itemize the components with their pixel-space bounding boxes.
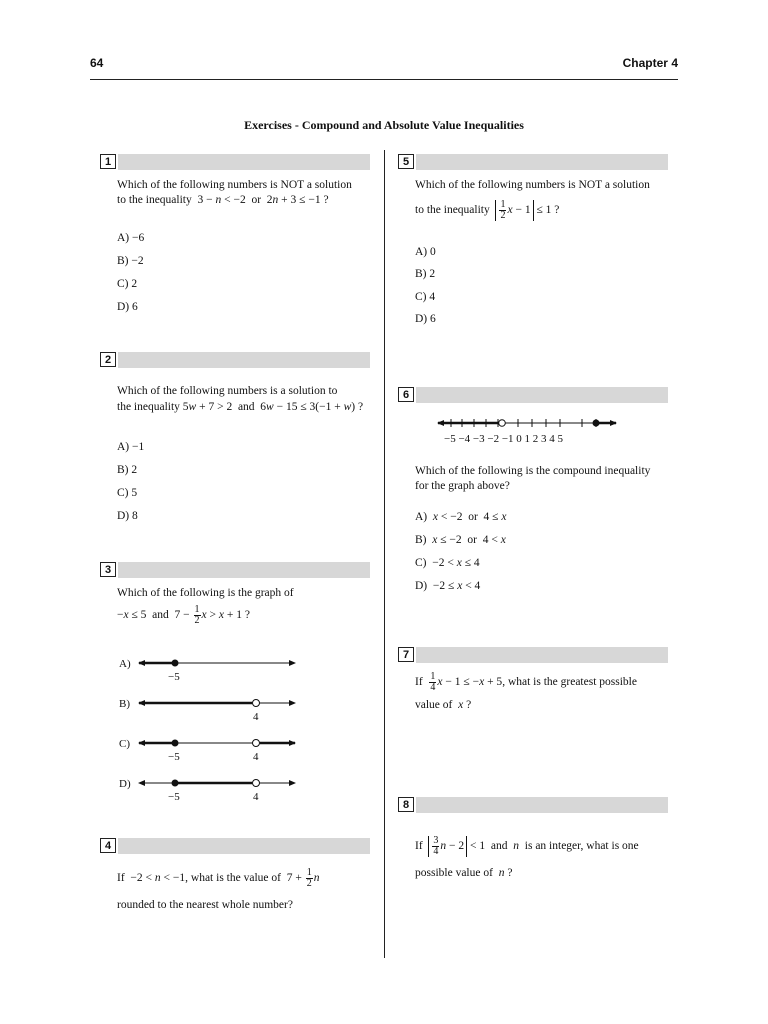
- q5-choice-b[interactable]: B) 2: [415, 268, 436, 280]
- graph-c-label[interactable]: C): [119, 738, 130, 750]
- page-number: 64: [90, 56, 104, 70]
- q6-number-line: [436, 412, 626, 448]
- q5-choice-c[interactable]: C) 4: [415, 291, 436, 303]
- graph-d-label[interactable]: D): [119, 778, 131, 790]
- graph-b-label[interactable]: B): [119, 698, 130, 710]
- q2-choice-b[interactable]: B) 2: [117, 464, 138, 476]
- q4-text-line1: If −2 < n < −1, what is the value of 7 + $\frac{1}{2}$ n: [117, 867, 320, 889]
- q6-choice-a[interactable]: A) x < −2 or 4 ≤ x: [415, 511, 507, 523]
- question-3-bar: [100, 562, 370, 578]
- page-title: Exercises - Compound and Absolute Value Inequalities: [244, 118, 524, 132]
- q3-graphs: [115, 652, 305, 812]
- tick-label: 4: [253, 751, 259, 763]
- question-number: 1: [100, 154, 116, 169]
- question-6-bar: [398, 387, 668, 403]
- tick-label: −5: [168, 791, 180, 803]
- open-point: [253, 740, 260, 747]
- question-7-bar: [398, 647, 668, 663]
- q6-text-line1: Which of the following is the compound inequality: [415, 465, 651, 477]
- question-5-bar: [398, 154, 668, 170]
- q2-choice-c[interactable]: C) 5: [117, 487, 138, 499]
- q2-choice-a[interactable]: A) −1: [117, 441, 145, 453]
- q1-text-line1: Which of the following numbers is NOT a solution: [117, 179, 352, 191]
- q7-text-line1: If $\frac{1}{4}$ x − 1 ≤ −x + 5, what is the greatest possible: [415, 671, 637, 693]
- tick-label: −5: [168, 671, 180, 683]
- question-8-bar: [398, 797, 668, 813]
- q5-choice-d[interactable]: D) 6: [415, 313, 436, 325]
- q6-choice-b[interactable]: B) x ≤ −2 or 4 < x: [415, 534, 506, 546]
- q5-text-line1: Which of the following numbers is NOT a solution: [415, 179, 650, 191]
- open-point: [253, 700, 260, 707]
- question-4-bar: [100, 838, 370, 854]
- open-point: [253, 780, 260, 787]
- closed-point: [172, 780, 179, 787]
- q4-text-line2: rounded to the nearest whole number?: [117, 899, 293, 911]
- question-number: 8: [398, 797, 414, 812]
- question-number: 6: [398, 387, 414, 402]
- q7-text-line2: value of x ?: [415, 699, 472, 711]
- q5-text-line2: to the inequality $\frac{1}{2}$ x − 1 ≤ 1 ?: [415, 199, 560, 221]
- closed-point: [172, 740, 179, 747]
- chapter-label: Chapter 4: [622, 56, 678, 70]
- q2-choice-d[interactable]: D) 8: [117, 510, 138, 522]
- q5-choice-a[interactable]: A) 0: [415, 246, 436, 258]
- q1-choice-d[interactable]: D) 6: [117, 301, 138, 313]
- question-number: 7: [398, 647, 414, 662]
- q8-text-line1: If $\frac{3}{4}$ n − 2 < 1 and n is an integer, what is one: [415, 835, 639, 857]
- closed-point: [593, 420, 600, 427]
- question-number: 2: [100, 352, 116, 367]
- tick-label: 4: [253, 791, 259, 803]
- q2-text-line2: the inequality 5w + 7 > 2 and 6w − 15 ≤ 3(−1 + w) ?: [117, 401, 364, 413]
- tick-label: 4: [253, 711, 259, 723]
- tick-label: −5: [168, 751, 180, 763]
- q1-choice-a[interactable]: A) −6: [117, 232, 145, 244]
- question-number: 4: [100, 838, 116, 853]
- q1-choice-b[interactable]: B) −2: [117, 255, 144, 267]
- question-2-bar: [100, 352, 370, 368]
- q6-choice-c[interactable]: C) −2 < x ≤ 4: [415, 557, 480, 569]
- q3-text-line1: Which of the following is the graph of: [117, 587, 294, 599]
- header-rule: [90, 79, 678, 80]
- q6-text-line2: for the graph above?: [415, 480, 510, 492]
- q1-text-line2: to the inequality 3 − n < −2 or 2n + 3 ≤ −1 ?: [117, 194, 329, 206]
- q8-text-line2: possible value of n ?: [415, 867, 513, 879]
- axis-labels: −5 −4 −3 −2 −1 0 1 2 3 4 5: [444, 433, 564, 445]
- column-divider: [384, 150, 385, 958]
- open-point: [499, 420, 506, 427]
- q2-text-line1: Which of the following numbers is a solution to: [117, 385, 338, 397]
- question-number: 5: [398, 154, 414, 169]
- q1-choice-c[interactable]: C) 2: [117, 278, 138, 290]
- q3-text-line2: −x ≤ 5 and 7 − $\frac{1}{2}$ x > x + 1 ?: [117, 604, 250, 626]
- q6-choice-d[interactable]: D) −2 ≤ x < 4: [415, 580, 481, 592]
- graph-a-label[interactable]: A): [119, 658, 131, 670]
- closed-point: [172, 660, 179, 667]
- question-1-bar: [100, 154, 370, 170]
- question-number: 3: [100, 562, 116, 577]
